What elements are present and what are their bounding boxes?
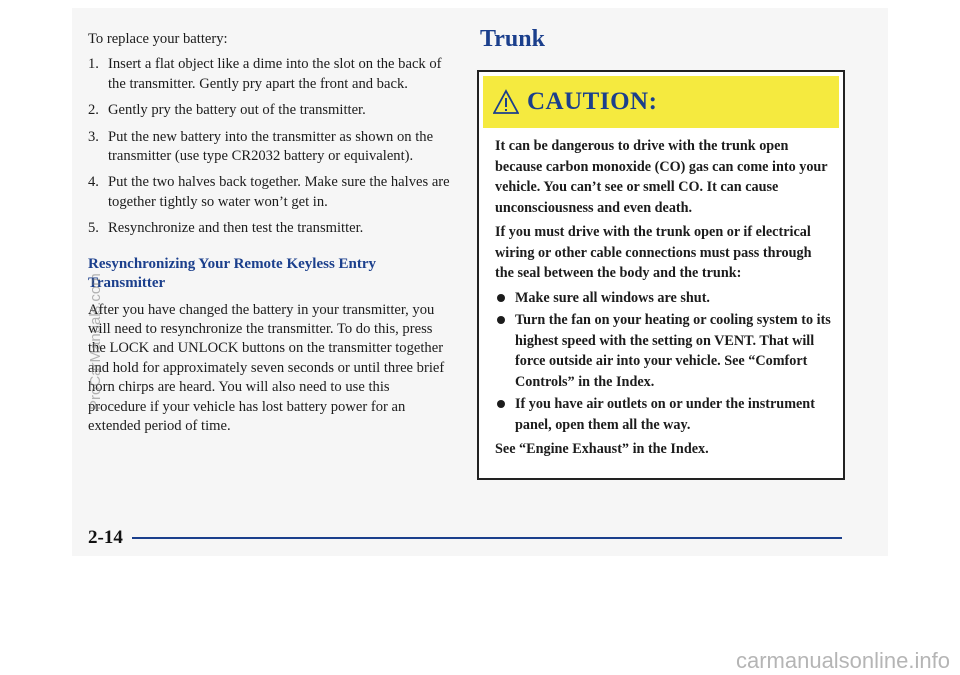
caution-bullets [495,288,833,436]
intro-text: To replace your battery: [88,31,228,47]
caution-closing: See “Engine Exhaust” in the Index. [495,441,709,457]
footer-rule [132,537,842,539]
warning-triangle-icon [493,89,519,115]
caution-banner [483,76,839,128]
step-item: 2. Gently pry the battery out of the transmitter. [88,102,366,119]
bullet-icon [497,400,505,408]
step-item: 1. Insert a flat object like a dime into the slot on the back of the transmitter. Gently pry apart the front and back. [88,56,442,92]
caution-body [495,136,833,464]
caution-label: CAUTION: [527,88,658,115]
bullet-item: Make sure all windows are shut. [495,288,833,309]
resync-heading: Resynchronizing Your Remote Keyless Entry Transmitter [88,255,377,291]
steps-list [88,55,450,238]
caution-paragraph: If you must drive with the trunk open or if electrical wiring or other cable connections must pass through the seal between the body and the trunk: [495,224,812,281]
caution-box [477,70,845,480]
bottom-watermark: carmanualsonline.info [735,648,950,673]
resync-paragraph: After you have changed the battery in your transmitter, you will need to resynchronize the transmitter. To do this, press the LOCK and UNLOCK buttons on the transmitter together and hold for approximately seven seconds or until three brief horn chirps are heard. You will also need to use this procedure if your vehicle has lost battery power for an extended period of time. [88,301,445,435]
step-item: 4. Put the two halves back together. Make sure the halves are together tightly so water won’t get in. [88,174,450,210]
caution-paragraph: It can be dangerous to drive with the trunk open because carbon monoxide (CO) gas can come into your vehicle. You can’t see or smell CO. It can cause unconsciousness and even death. [495,138,828,216]
step-item: 3. Put the new battery into the transmitter as shown on the transmitter (use type CR2032 battery or equivalent). [88,128,434,165]
bullet-item: If you have air outlets on or under the instrument panel, open them all the way. [495,394,833,435]
bullet-item: Turn the fan on your heating or cooling system to its highest speed with the setting on VENT. That will force outside air into your vehicle. See “Comfort Controls” in the Index. [495,310,833,392]
section-title: Trunk [480,26,545,52]
page-number: 2-14 [88,527,123,548]
side-watermark: ProCarManuals.com [87,273,104,410]
battery-replacement-section [88,30,450,437]
bullet-icon [497,294,505,302]
step-item: 5. Resynchronize and then test the transmitter. [88,220,364,237]
bullet-icon [497,316,505,324]
